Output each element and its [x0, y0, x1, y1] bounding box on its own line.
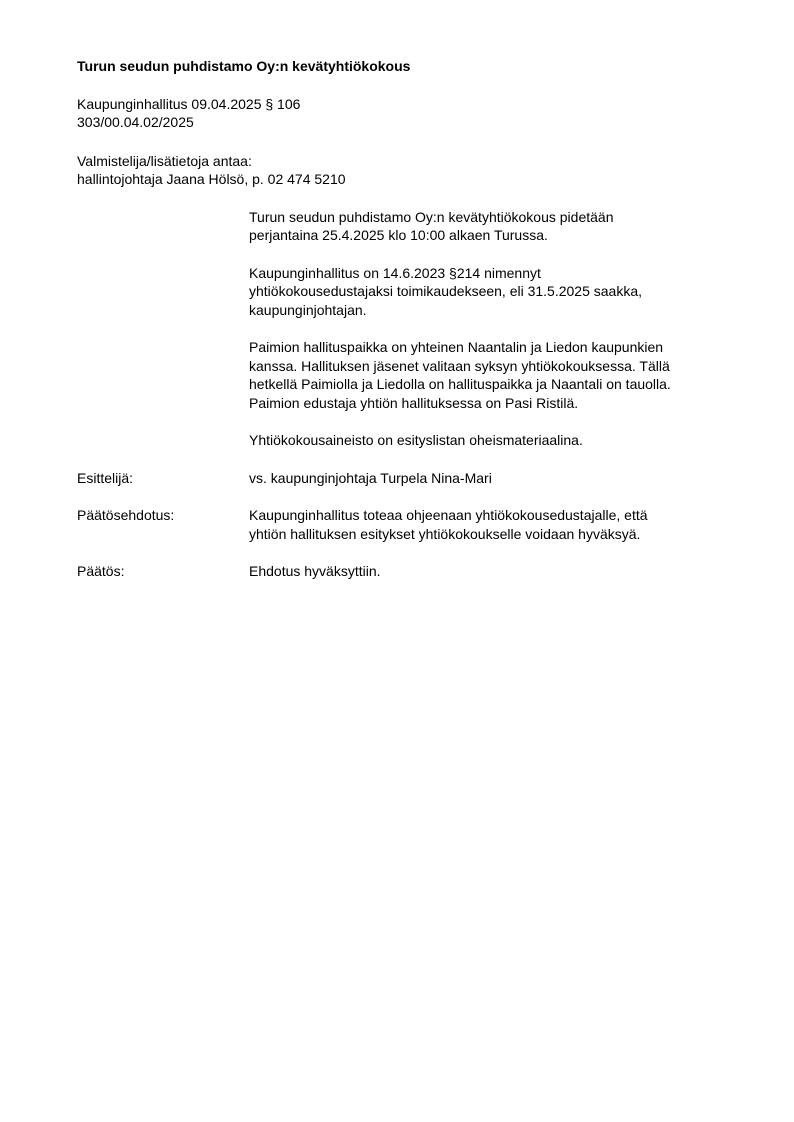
- paragraph-line: Paimion edustaja yhtiön hallituksessa on Pasi Ristilä.: [249, 394, 579, 411]
- paragraph-line: Kaupunginhallitus on 14.6.2023 §214 nimennyt: [249, 264, 541, 281]
- paragraph-line: Yhtiökokousaineisto on esityslistan oheismateriaalina.: [249, 432, 583, 448]
- paragraph-line: Paimion hallituspaikka on yhteinen Naantalin ja Liedon kaupunkien: [249, 339, 664, 355]
- paragraph-materials: [249, 431, 737, 450]
- proposal-value: [249, 506, 737, 543]
- proposal-line: yhtiön hallituksen esitykset yhtiökokoukselle voidaan hyväksyä.: [249, 525, 641, 542]
- paragraph-representative: [249, 264, 737, 320]
- paragraph-line: yhtiökokousedustajaksi toimikaudekseen, eli 31.5.2025 saakka,: [249, 283, 643, 299]
- document-title: Turun seudun puhdistamo Oy:n kevätyhtiökokous: [77, 58, 411, 74]
- presenter-label: Esittelijä:: [77, 469, 134, 486]
- decision-value: Ehdotus hyväksyttiin.: [249, 563, 381, 579]
- document-page: [77, 57, 737, 600]
- decision-row: [77, 562, 737, 581]
- paragraph-line: kaupunginjohtajan.: [249, 301, 367, 318]
- paragraph-line: perjantaina 25.4.2025 klo 10:00 alkaen Turussa.: [249, 227, 548, 243]
- paragraph-board-seat: [249, 338, 737, 412]
- meeting-reference: Kaupunginhallitus 09.04.2025 § 106: [77, 95, 301, 112]
- file-number: 303/00.04.02/2025: [77, 114, 194, 130]
- presenter-row: [77, 469, 737, 488]
- proposal-row: [77, 506, 737, 543]
- proposal-line: Kaupunginhallitus toteaa ohjeenaan yhtiökokousedustajalle, että: [249, 507, 648, 523]
- presenter-value: vs. kaupunginjohtaja Turpela Nina-Mari: [249, 469, 492, 486]
- paragraph-line: kanssa. Hallituksen jäsenet valitaan syksyn yhtiökokouksessa. Tällä: [249, 357, 670, 374]
- decision-label: Päätös:: [77, 563, 125, 579]
- preparer-label: Valmistelija/lisätietoja antaa:: [77, 152, 252, 169]
- proposal-label: Päätösehdotus:: [77, 507, 175, 523]
- paragraph-line: hetkellä Paimiolla ja Liedolla on hallituspaikka ja Naantali on tauolla.: [249, 376, 671, 392]
- preparer-info: hallintojohtaja Jaana Hölsö, p. 02 474 5210: [77, 171, 346, 187]
- paragraph-meeting: [249, 208, 737, 245]
- body-paragraphs: [249, 208, 737, 450]
- paragraph-line: Turun seudun puhdistamo Oy:n kevätyhtiökokous pidetään: [249, 208, 614, 225]
